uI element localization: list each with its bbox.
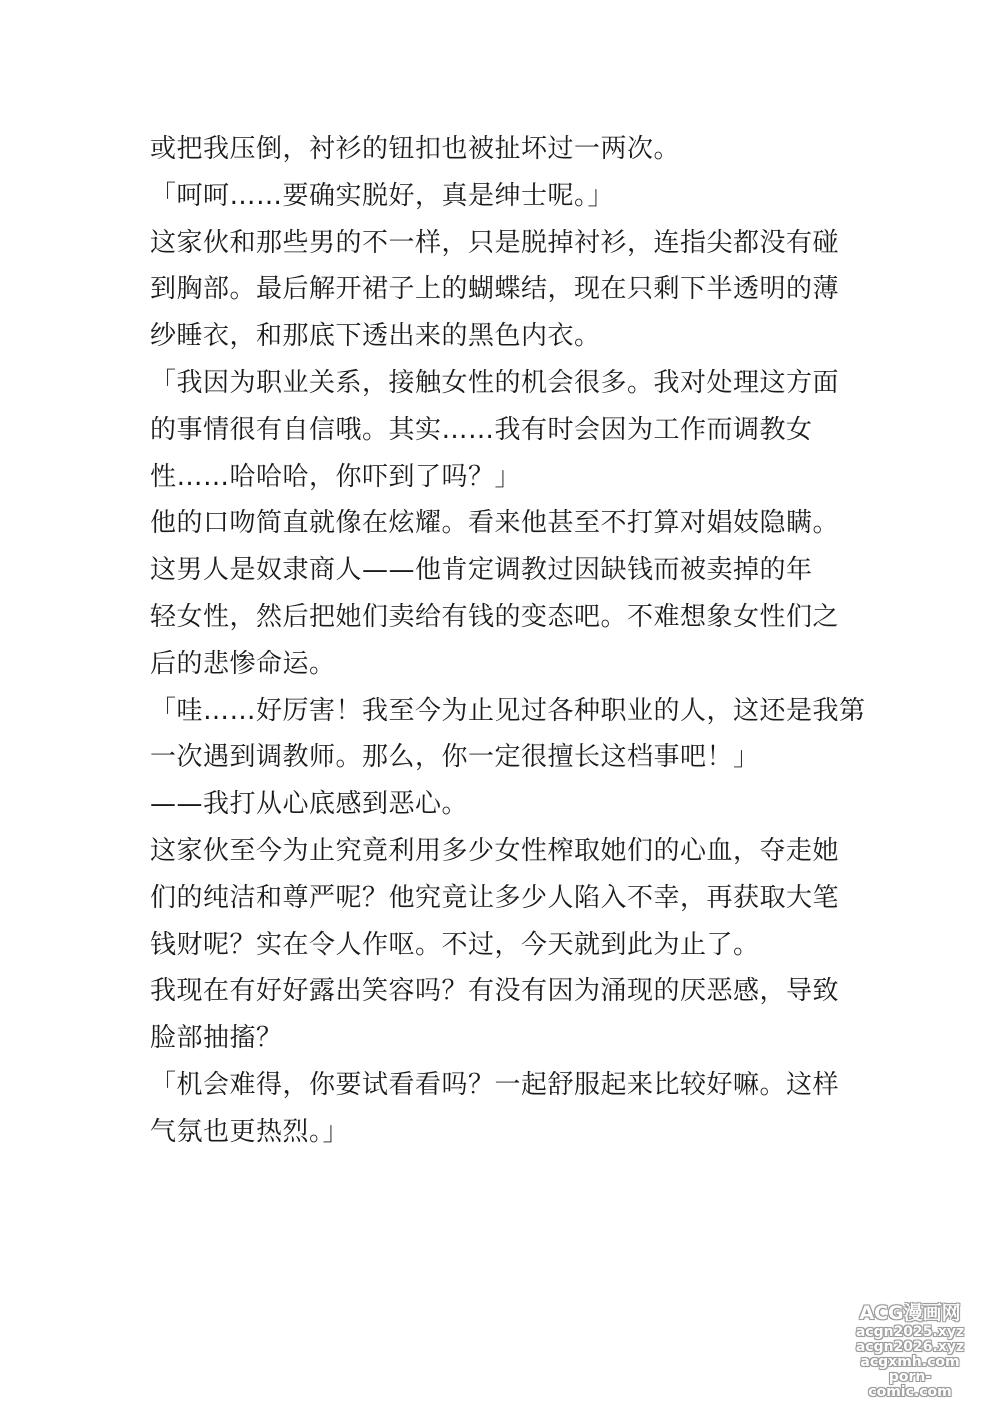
text-line: 到胸部。最后解开裙子上的蝴蝶结，现在只剩下半透明的薄 xyxy=(150,274,840,305)
watermark-url: porn-comic.com xyxy=(868,1369,952,1400)
text-line: 一次遇到调教师。那么，你一定很擅长这档事吧！」 xyxy=(150,742,760,773)
novel-text-body xyxy=(150,126,866,1156)
text-line: 「我因为职业关系，接触女性的机会很多。我对处理这方面 xyxy=(150,367,840,398)
watermark-url: acgn2026.xyz xyxy=(855,1339,965,1355)
watermark-title: ACG漫画网 xyxy=(859,1302,961,1324)
site-watermark xyxy=(850,1302,970,1400)
watermark-url: acgxmh.com xyxy=(860,1354,960,1370)
text-line: 这家伙和那些男的不一样，只是脱掉衬衫，连指尖都没有碰 xyxy=(150,227,840,258)
text-line: 气氛也更热烈。」 xyxy=(150,1116,350,1147)
text-line: 性……哈哈哈，你吓到了吗？」 xyxy=(150,461,522,492)
text-line: 「机会难得，你要试看看吗？一起舒服起来比较好嘛。这样 xyxy=(150,1069,840,1100)
text-line: 或把我压倒，衬衫的钮扣也被扯坏过一两次。 xyxy=(150,134,681,164)
text-line: 他的口吻简直就像在炫耀。看来他甚至不打算对娼妓隐瞒。 xyxy=(150,508,840,539)
text-line: 纱睡衣，和那底下透出来的黑色内衣。 xyxy=(150,321,601,352)
text-line: 「哇……好厉害！我至今为止见过各种职业的人，这还是我第 xyxy=(150,695,866,726)
text-line: 这男人是奴隶商人——他肯定调教过因缺钱而被卖掉的年 xyxy=(150,555,813,586)
text-line: 们的纯洁和尊严呢？他究竟让多少人陷入不幸，再获取大笔 xyxy=(150,882,840,913)
text-line: ——我打从心底感到恶心。 xyxy=(150,789,469,820)
text-line: 「呵呵……要确实脱好，真是绅士呢。」 xyxy=(150,180,615,211)
watermark-url: acgn2025.xyz xyxy=(855,1324,965,1340)
text-line: 后的悲惨命运。 xyxy=(150,648,336,679)
text-line: 钱财呢？实在令人作呕。不过，今天就到此为止了。 xyxy=(150,929,760,960)
text-line: 这家伙至今为止究竟利用多少女性榨取她们的心血，夺走她 xyxy=(150,835,840,866)
text-line: 脸部抽搐？ xyxy=(150,1023,283,1054)
text-line: 轻女性，然后把她们卖给有钱的变态吧。不难想象女性们之 xyxy=(150,601,840,632)
text-line: 的事情很有自信哦。其实……我有时会因为工作而调教女 xyxy=(150,414,813,445)
text-line: 我现在有好好露出笑容吗？有没有因为涌现的厌恶感，导致 xyxy=(150,976,840,1007)
